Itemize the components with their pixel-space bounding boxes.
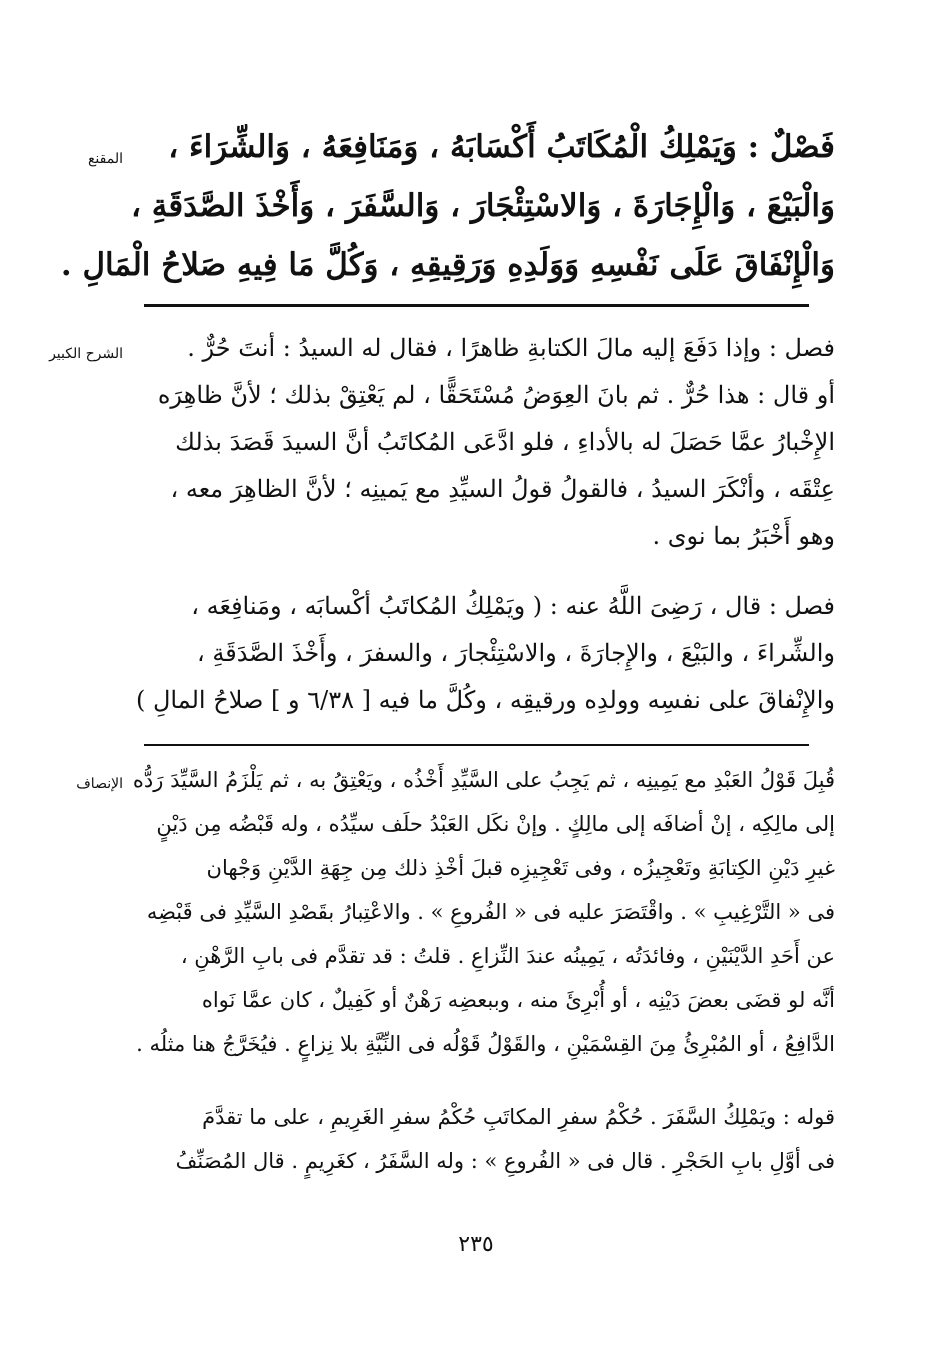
margin-label-sharh: الشرح الكبير: [49, 346, 123, 362]
sharh-line: عِتْقَه ، وأنْكَرَ السيدُ ، فالقولُ قولُ السيِّدِ مع يَمينِه ؛ لأنَّ الظاهِرَ معه ،: [170, 475, 835, 503]
margin-label-insaf: الإنصاف: [76, 776, 123, 792]
insaf-text-comment: [140, 1095, 835, 1183]
sharh-line: والإِنْفاقَ على نفسِه وولدِه ورقيقِه ، وكُلَّ ما فيه [ ٦/٣٨ و ] صلاحُ المالِ ): [135, 686, 835, 714]
insaf-line: قوله : ويَمْلِكُ السَّفَرَ . حُكْمُ سفرِ المكاتَبِ حُكْمُ سفرِ الغَرِيمِ ، على ما تقدَّمَ: [202, 1105, 835, 1129]
insaf-line: أنَّه لو قضَى بعضَ دَيْنِه ، أو أُبْرِئَ منه ، وببعضِه رَهْنٌ أو كَفِيلٌ ، كان عمَّا نَواه: [201, 988, 835, 1012]
insaf-line: غيرِ دَيْنِ الكِتابَةِ وتَعْجِيزُه ، وفى تَعْجِيزِه قبلَ أخْذِ ذلك مِن جِهَةِ الدَّيْنِ وَجْهان: [206, 856, 835, 880]
insaf-text: [132, 758, 835, 1066]
muqni-line: وَالْإِنْفَاقَ عَلَى نَفْسِهِ وَوَلَدِهِ وَرَقِيقِهِ ، وَكُلَّ مَا فِيهِ صَلاحُ الْمَالِ .: [60, 247, 835, 283]
insaf-line: فى « التَّرْغِيبِ » . واقْتَصَرَ عليه فى « الفُروعِ » . والاعْتِبارُ بقَصْدِ السَّيِّدِ فى قَبْضِه: [146, 900, 835, 924]
muqni-line: وَالْبَيْعَ ، وَالْإِجَارَةَ ، وَالاسْتِئْجَارَ ، وَالسَّفَرَ ، وَأَخْذَ الصَّدَقَةِ ،: [131, 188, 835, 224]
insaf-line: فى أوَّلِ بابِ الحَجْرِ . قال فى « الفُروعِ » : وله السَّفَرُ ، كغَرِيمٍ . قال المُصَنِّفُ: [175, 1149, 835, 1173]
sharh-line: أو قال : هذا حُرٌّ . ثم بانَ العِوَضُ مُسْتَحَقًّا ، لم يَعْتِقْ بذلك ؛ لأنَّ ظاهِرَه: [157, 381, 835, 409]
sharh-line: الإِخْبارُ عمَّا حَصَلَ له بالأداءِ ، فلو ادَّعَى المُكاتَبُ أنَّ السيدَ قَصَدَ بذلك: [175, 428, 835, 456]
insaf-line: الدَّافِعُ ، أو المُبْرِئُ مِنَ القِسْمَيْنِ ، والقَوْلُ قَوْلُه فى النِّيَّةِ بلا نِزاعٍ . فيُخَرَّجُ هنا مثلُه .: [136, 1032, 835, 1056]
sharh-text-quote: [135, 583, 835, 724]
insaf-line: قُبِلَ قَوْلُ العَبْدِ مع يَمِينِه ، ثم يَجِبُ على السَّيِّدِ أَخْذُه ، ويَعْتِقُ به ، ثم يَلْزَمُ السَّيِّدَ رَدُّه: [132, 768, 835, 792]
page-number: ٢٣٥: [458, 1232, 494, 1257]
section-divider: [144, 744, 809, 746]
margin-label-muqni: المقنع: [87, 151, 123, 167]
sharh-line: والشِّراءَ ، والبَيْعَ ، والإِجارَةَ ، والاسْتِئْجارَ ، والسفرَ ، وأَخْذَ الصَّدَقَةِ ،: [196, 639, 835, 667]
sharh-line: وهو أَخْبَرُ بما نوى .: [652, 522, 835, 550]
sharh-text: [140, 325, 835, 560]
insaf-line: إلى مالِكِه ، إنْ أضافَه إلى مالِكٍ . وإنْ نكَل العَبْدُ حلَف سيِّدُه ، وله قَبْضُه مِن دَيْنٍ: [156, 812, 835, 836]
insaf-line: عن أَحَدِ الدَّيْنَيْنِ ، وفائدَتُه ، يَمِينُه عندَ النِّزاعِ . قلتُ : قد تقدَّم فى بابِ الرَّهْنِ ،: [180, 944, 835, 968]
muqni-line: فَصْلٌ : وَيَمْلِكُ الْمُكَاتَبُ أَكْسَابَهُ ، وَمَنَافِعَهُ ، وَالشِّرَاءَ ،: [168, 129, 835, 165]
section-divider: [144, 304, 809, 307]
sharh-line: فصل : وإذا دَفَعَ إليه مالَ الكتابةِ ظاهرًا ، فقال له السيدُ : أنتَ حُرٌّ .: [187, 334, 835, 362]
sharh-line: فصل : قال ، رَضِىَ اللَّهُ عنه : ( ويَمْلِكُ المُكاتَبُ أكْسابَه ، ومَنافِعَه ،: [191, 592, 835, 620]
